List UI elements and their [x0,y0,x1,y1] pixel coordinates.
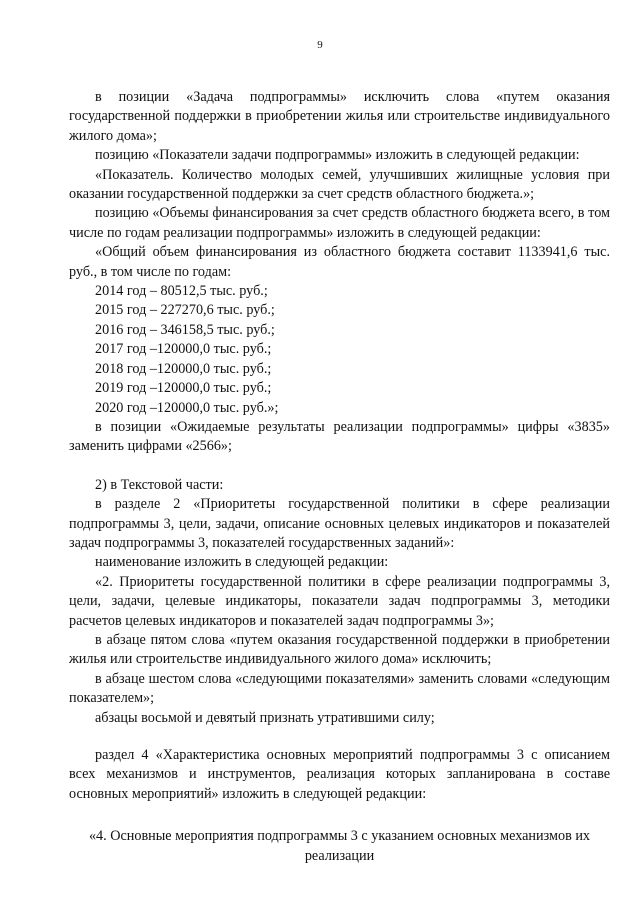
paragraph: 2) в Текстовой части: [95,476,224,493]
paragraph: наименование изложить в следующей редакции: [95,554,389,571]
paragraph: «2. Приоритеты государственной политики в сфере реализации подпрограммы 3, цели, задачи, целевые индикаторы, показатели задач подпрограммы 3, методики расчетов целевых индикаторов и показателей задач подпрограммы 3»; [69,573,610,629]
paragraph: «Показатель. Количество молодых семей, улучшивших жилищные условия при оказании государственной поддержки за счет средств областного бюджета.»; [69,166,610,203]
document-body [69,88,610,866]
paragraph: позицию «Показатели задачи подпрограммы» изложить в следующей редакции: [95,147,580,164]
spacer [69,457,610,476]
funding-year-line: 2019 год –120000,0 тыс. руб.; [95,380,272,397]
funding-year-line: 2014 год – 80512,5 тыс. руб.; [95,283,268,300]
spacer [69,728,610,746]
paragraph: раздел 4 «Характеристика основных мероприятий подпрограммы 3 с описанием всех механизмов и инструментов, реализация которых запланирована в составе основных мероприятий» изложить в следующей редакции: [69,747,610,802]
section-heading: «4. Основные мероприятия подпрограммы 3 с указанием основных механизмов их реализации [88,828,591,864]
spacer [69,804,610,822]
paragraph: абзацы восьмой и девятый признать утратившими силу; [95,709,435,726]
paragraph: в позиции «Задача подпрограммы» исключить слова «путем оказания государственной поддержки в приобретении жилья или строительстве индивидуального жилого дома»; [69,89,610,144]
page-number: 9 [317,39,323,51]
funding-year-line: 2018 год –120000,0 тыс. руб.; [95,360,272,377]
funding-year-line: 2020 год –120000,0 тыс. руб.»; [95,399,279,416]
funding-year-line: 2017 год –120000,0 тыс. руб.; [95,341,272,358]
funding-year-line: 2016 год – 346158,5 тыс. руб.; [95,321,275,338]
paragraph: в разделе 2 «Приоритеты государственной политики в сфере реализации подпрограммы 3, цели, задачи, описание основных целевых индикаторов и показателей задач подпрограммы 3, показателей государственных заданий»: [69,496,610,551]
funding-year-line: 2015 год – 227270,6 тыс. руб.; [95,302,275,319]
paragraph: в абзаце шестом слова «следующими показателями» заменить словами «следующим показателем»; [69,670,610,707]
paragraph: позицию «Объемы финансирования за счет средств областного бюджета всего, в том числе по годам реализации подпрограммы» изложить в следующей редакции: [69,205,610,241]
paragraph: «Общий объем финансирования из областного бюджета составит 1133941,6 тыс. руб., в том числе по годам: [69,244,610,280]
paragraph: в абзаце пятом слова «путем оказания государственной поддержки в приобретении жилья или строительстве индивидуального жилого дома» исключить; [69,631,610,668]
paragraph: в позиции «Ожидаемые результаты реализации подпрограммы» цифры «3835» заменить цифрами «2566»; [69,418,610,455]
